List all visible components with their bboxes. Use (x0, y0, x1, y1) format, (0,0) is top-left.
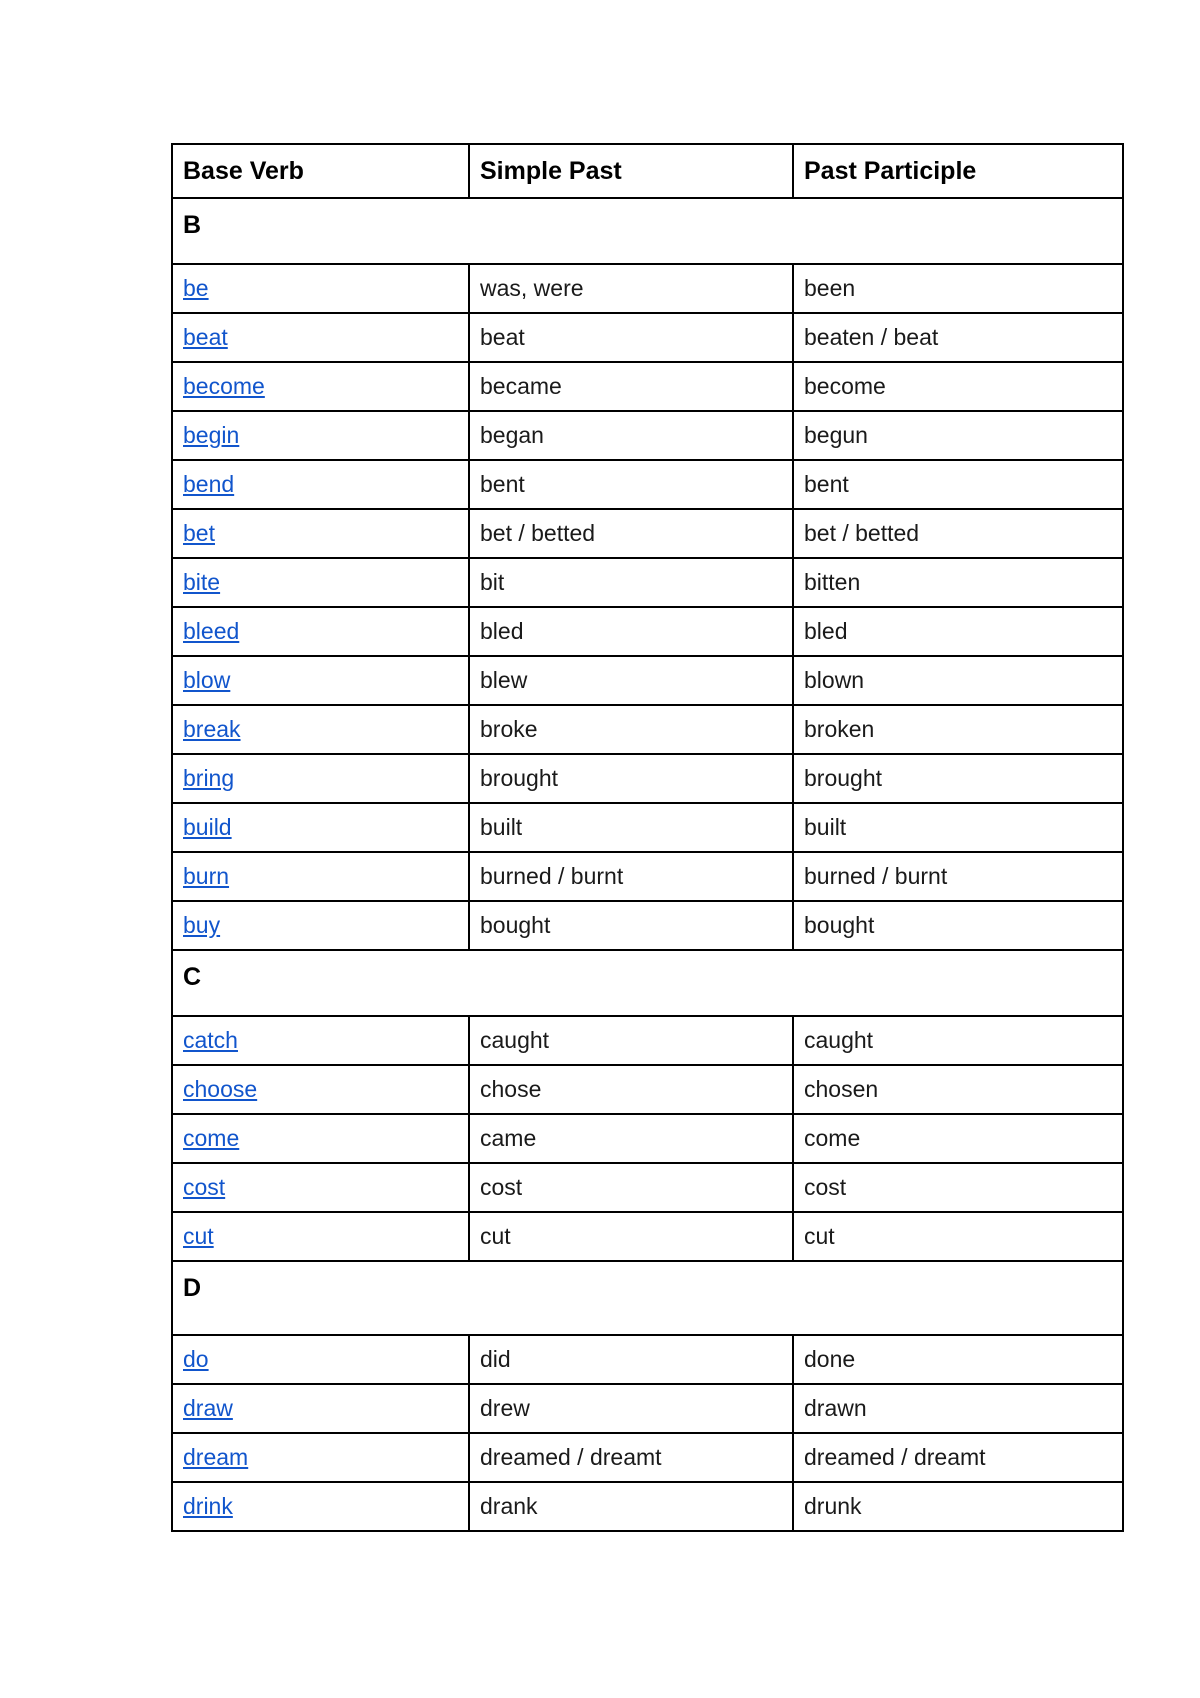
table-row (172, 803, 1123, 852)
base-verb-link[interactable]: catch (183, 1027, 238, 1053)
past-participle-cell: drunk (793, 1482, 1123, 1531)
past-participle-cell: bitten (793, 558, 1123, 607)
base-verb-cell (172, 1433, 469, 1482)
base-verb-cell (172, 264, 469, 313)
table-row (172, 754, 1123, 803)
table-row (172, 1163, 1123, 1212)
simple-past-cell: bent (469, 460, 793, 509)
base-verb-link[interactable]: beat (183, 324, 228, 350)
base-verb-link[interactable]: bend (183, 471, 235, 497)
base-verb-cell (172, 1335, 469, 1384)
table-row (172, 1065, 1123, 1114)
simple-past-cell: caught (469, 1016, 793, 1065)
header-simple-past: Simple Past (469, 144, 793, 198)
table-row (172, 558, 1123, 607)
base-verb-link[interactable]: become (183, 373, 265, 399)
past-participle-cell: beaten / beat (793, 313, 1123, 362)
base-verb-cell (172, 1482, 469, 1531)
header-row (172, 144, 1123, 198)
past-participle-cell: been (793, 264, 1123, 313)
table-row (172, 1384, 1123, 1433)
past-participle-cell: become (793, 362, 1123, 411)
section-letter: D (172, 1261, 1123, 1335)
past-participle-cell: bent (793, 460, 1123, 509)
base-verb-link[interactable]: buy (183, 912, 221, 938)
base-verb-link[interactable]: bring (183, 765, 235, 791)
base-verb-link[interactable]: begin (183, 422, 240, 448)
base-verb-link[interactable]: blow (183, 667, 231, 693)
base-verb-link[interactable]: cut (183, 1223, 214, 1249)
past-participle-cell: drawn (793, 1384, 1123, 1433)
past-participle-cell: bled (793, 607, 1123, 656)
past-participle-cell: blown (793, 656, 1123, 705)
base-verb-cell (172, 362, 469, 411)
table-row (172, 1335, 1123, 1384)
base-verb-cell (172, 1016, 469, 1065)
past-participle-cell: bet / betted (793, 509, 1123, 558)
simple-past-cell: bet / betted (469, 509, 793, 558)
table-row (172, 1433, 1123, 1482)
past-participle-cell: chosen (793, 1065, 1123, 1114)
section-letter: C (172, 950, 1123, 1016)
past-participle-cell: done (793, 1335, 1123, 1384)
table-row (172, 1114, 1123, 1163)
table-row (172, 1482, 1123, 1531)
simple-past-cell: became (469, 362, 793, 411)
base-verb-cell (172, 460, 469, 509)
simple-past-cell: blew (469, 656, 793, 705)
simple-past-cell: began (469, 411, 793, 460)
table-row (172, 264, 1123, 313)
base-verb-link[interactable]: do (183, 1346, 209, 1372)
table-row (172, 411, 1123, 460)
base-verb-link[interactable]: draw (183, 1395, 233, 1421)
simple-past-cell: dreamed / dreamt (469, 1433, 793, 1482)
past-participle-cell: built (793, 803, 1123, 852)
base-verb-cell (172, 607, 469, 656)
base-verb-cell (172, 901, 469, 950)
section-letter: B (172, 198, 1123, 264)
simple-past-cell: brought (469, 754, 793, 803)
base-verb-link[interactable]: choose (183, 1076, 258, 1102)
simple-past-cell: was, were (469, 264, 793, 313)
table-row (172, 362, 1123, 411)
past-participle-cell: come (793, 1114, 1123, 1163)
base-verb-link[interactable]: come (183, 1125, 240, 1151)
table-row (172, 1212, 1123, 1261)
section-row (172, 198, 1123, 264)
base-verb-link[interactable]: bleed (183, 618, 240, 644)
past-participle-cell: caught (793, 1016, 1123, 1065)
base-verb-link[interactable]: burn (183, 863, 230, 889)
past-participle-cell: dreamed / dreamt (793, 1433, 1123, 1482)
simple-past-cell: drew (469, 1384, 793, 1433)
base-verb-link[interactable]: bet (183, 520, 215, 546)
simple-past-cell: bought (469, 901, 793, 950)
base-verb-link[interactable]: bite (183, 569, 221, 595)
verb-table (171, 143, 1124, 1532)
table-row (172, 313, 1123, 362)
base-verb-cell (172, 705, 469, 754)
base-verb-cell (172, 656, 469, 705)
past-participle-cell: brought (793, 754, 1123, 803)
simple-past-cell: built (469, 803, 793, 852)
base-verb-cell (172, 1163, 469, 1212)
simple-past-cell: drank (469, 1482, 793, 1531)
table-row (172, 607, 1123, 656)
table-row (172, 705, 1123, 754)
base-verb-cell (172, 852, 469, 901)
base-verb-cell (172, 509, 469, 558)
header-base-verb: Base Verb (172, 144, 469, 198)
table-row (172, 852, 1123, 901)
simple-past-cell: beat (469, 313, 793, 362)
table-row (172, 1016, 1123, 1065)
table-row (172, 509, 1123, 558)
base-verb-link[interactable]: drink (183, 1493, 233, 1519)
table-row (172, 656, 1123, 705)
header-past-participle: Past Participle (793, 144, 1123, 198)
base-verb-link[interactable]: break (183, 716, 241, 742)
base-verb-cell (172, 1114, 469, 1163)
simple-past-cell: broke (469, 705, 793, 754)
section-row (172, 950, 1123, 1016)
past-participle-cell: cost (793, 1163, 1123, 1212)
base-verb-cell (172, 1384, 469, 1433)
simple-past-cell: cut (469, 1212, 793, 1261)
table-row (172, 460, 1123, 509)
base-verb-cell (172, 313, 469, 362)
simple-past-cell: cost (469, 1163, 793, 1212)
base-verb-link[interactable]: build (183, 814, 232, 840)
base-verb-link[interactable]: dream (183, 1444, 249, 1470)
base-verb-cell (172, 754, 469, 803)
past-participle-cell: broken (793, 705, 1123, 754)
base-verb-cell (172, 1212, 469, 1261)
verb-table-body (172, 198, 1123, 1531)
base-verb-link[interactable]: cost (183, 1174, 226, 1200)
base-verb-cell (172, 803, 469, 852)
simple-past-cell: bit (469, 558, 793, 607)
base-verb-cell (172, 558, 469, 607)
past-participle-cell: begun (793, 411, 1123, 460)
simple-past-cell: burned / burnt (469, 852, 793, 901)
simple-past-cell: bled (469, 607, 793, 656)
base-verb-cell (172, 411, 469, 460)
base-verb-cell (172, 1065, 469, 1114)
table-row (172, 901, 1123, 950)
simple-past-cell: chose (469, 1065, 793, 1114)
simple-past-cell: did (469, 1335, 793, 1384)
simple-past-cell: came (469, 1114, 793, 1163)
past-participle-cell: cut (793, 1212, 1123, 1261)
past-participle-cell: burned / burnt (793, 852, 1123, 901)
section-row (172, 1261, 1123, 1335)
past-participle-cell: bought (793, 901, 1123, 950)
base-verb-link[interactable]: be (183, 275, 209, 301)
